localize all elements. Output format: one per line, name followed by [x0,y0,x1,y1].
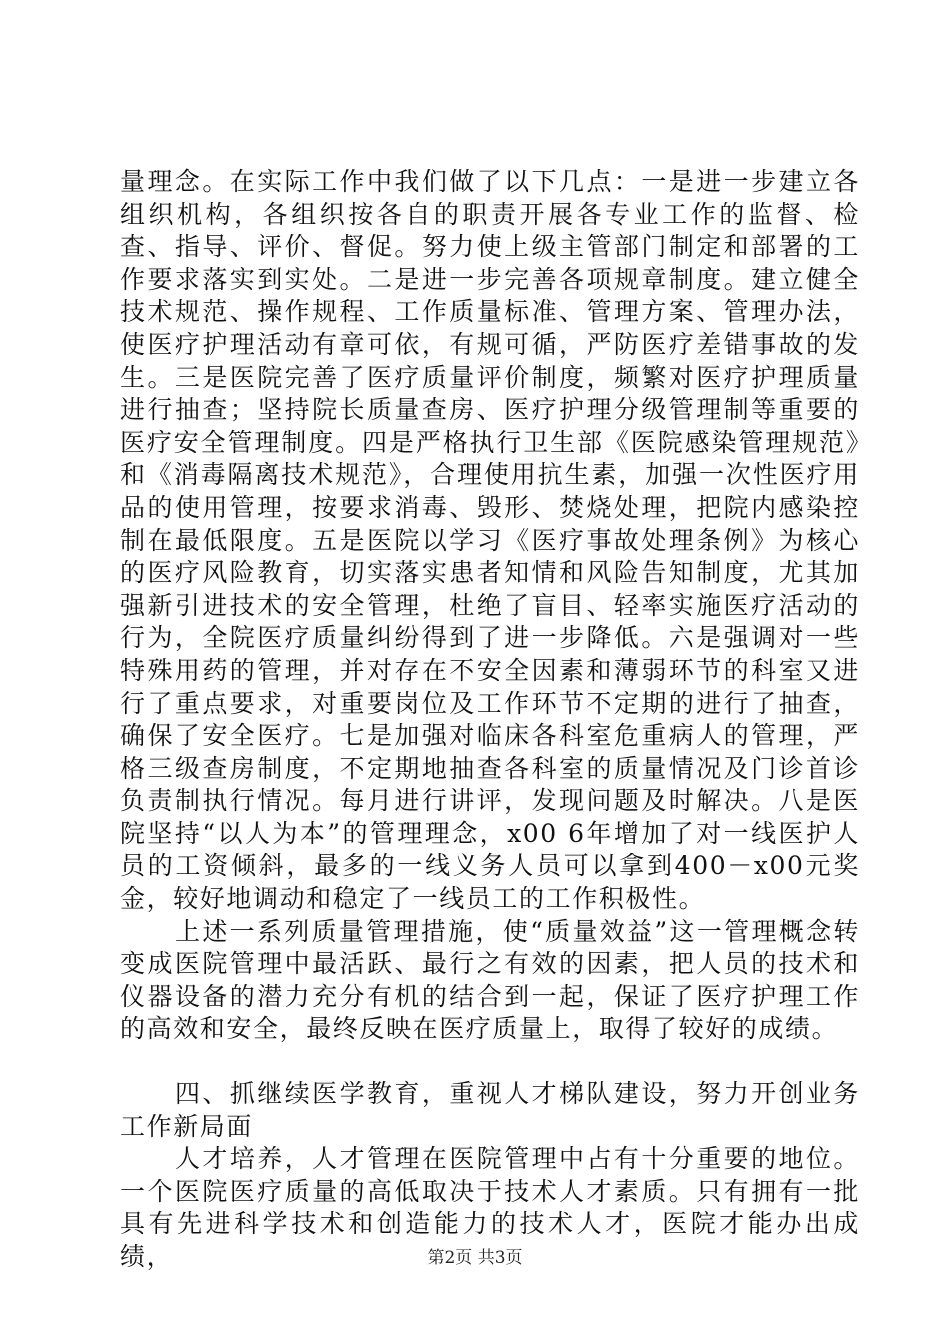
page-footer: 第2页 共3页 [427,1248,523,1268]
paragraph-quality-measures: 量理念。在实际工作中我们做了以下几点：一是进一步建立各组织机构，各组织按各自的职责开展各专业工作的监督、检查、指导、评价、督促。努力使上级主管部门制定和部署的工作要求落实到实处。二是进一步完善各项规章制度。建立健全技术规范、操作规程、工作质量标准、管理方案、管理办法，使医疗护理活动有章可依，有规可循，严防医疗差错事故的发生。三是医院完善了医疗质量评价制度，频繁对医疗护理质量进行抽查；坚持院长质量查房、医疗护理分级管理制等重要的医疗安全管理制度。四是严格执行卫生部《医院感染管理规范》和《消毒隔离技术规范》，合理使用抗生素，加强一次性医疗用品的使用管理，按要求消毒、毁形、焚烧处理，把院内感染控制在最低限度。五是医院以学习《医疗事故处理条例》为核心的医疗风险教育，切实落实患者知情和风险告知制度，尤其加强新引进技术的安全管理，杜绝了盲目、轻率实施医疗活动的行为，全院医疗质量纠纷得到了进一步降低。六是强调对一些特殊用药的管理，并对存在不安全因素和薄弱环节的科室又进行了重点要求，对重要岗位及工作环节不定期的进行了抽查，确保了安全医疗。七是加强对临床各科室危重病人的管理，严格三级查房制度，不定期地抽查各科室的质量情况及门诊首诊负责制执行情况。每月进行讲评，发现问题及时解决。八是医院坚持“以人为本”的管理理念，x00 6年增加了对一线医护人员的工资倾斜，最多的一线义务人员可以拿到400－x00元奖金，较好地调动和稳定了一线员工的工作积极性。 [120,167,860,914]
paragraph-quality-summary: 上述一系列质量管理措施，使“质量效益”这一管理概念转变成医院管理中最活跃、最行之有效的因素，把人员的技术和仪器设备的潜力充分有机的结合到一起，保证了医疗护理工作的高效和安全，最终反映在医疗质量上，取得了较好的成绩。 [120,916,860,1044]
body-text [120,166,860,1274]
paragraph-talent-training: 人才培养，人才管理在医院管理中占有十分重要的地位。一个医院医疗质量的高低取决于技术人才素质。只有拥有一批具有先进科学技术和创造能力的技术人才，医院才能办出成绩， [120,1144,860,1271]
paragraph-spacer [120,1046,860,1078]
section-heading-education: 四、抓继续医学教育，重视人才梯队建设，努力开创业务工作新局面 [120,1079,860,1141]
